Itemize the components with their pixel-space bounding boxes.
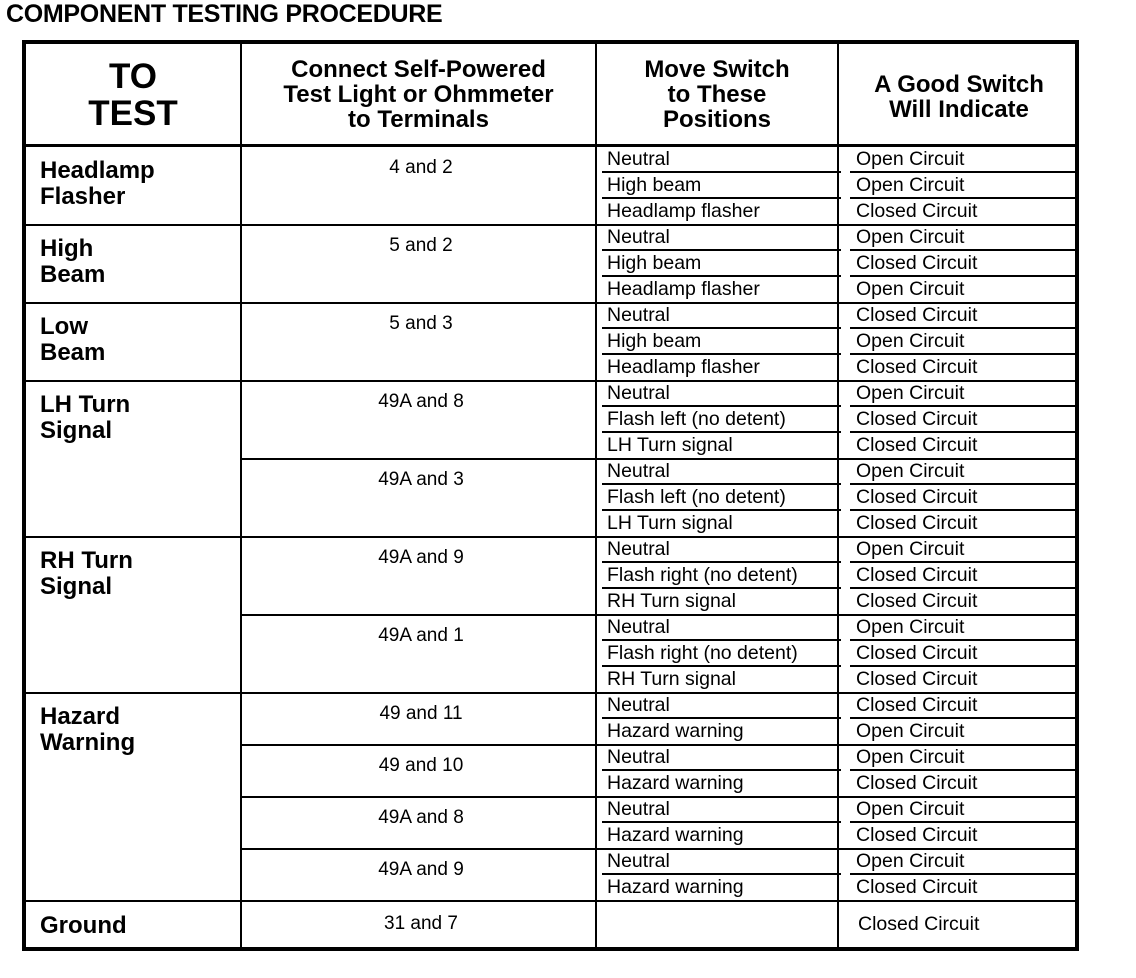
- switch-result: Open Circuit: [856, 148, 965, 170]
- terminal-pair: 5 and 3: [389, 313, 453, 334]
- switch-result: Open Circuit: [856, 850, 965, 872]
- switch-position-row: [600, 849, 1077, 875]
- switch-result: Open Circuit: [856, 330, 965, 352]
- page-title: COMPONENT TESTING PROCEDURE: [6, 0, 443, 28]
- switch-result: Open Circuit: [856, 382, 965, 404]
- switch-position: Neutral: [607, 382, 670, 404]
- switch-position: High beam: [607, 330, 702, 352]
- component-test-table: [22, 40, 1079, 951]
- switch-position: Flash right (no detent): [607, 642, 798, 664]
- switch-result: Open Circuit: [856, 798, 965, 820]
- switch-result: Closed Circuit: [856, 642, 978, 664]
- test-group-label-line: Beam: [40, 261, 106, 288]
- switch-result: Closed Circuit: [856, 772, 978, 794]
- test-group-label-line: High: [40, 235, 94, 262]
- switch-position: LH Turn signal: [607, 434, 733, 456]
- header-text-line: TO: [109, 56, 157, 96]
- switch-result: Open Circuit: [856, 460, 965, 482]
- switch-position-row: [600, 147, 1077, 173]
- terminal-pair: 31 and 7: [384, 913, 458, 934]
- switch-position-row: [600, 719, 1077, 745]
- switch-position: RH Turn signal: [607, 668, 736, 690]
- switch-position-row: [600, 303, 1077, 329]
- group-divider: [26, 900, 1079, 902]
- switch-position: LH Turn signal: [607, 512, 733, 534]
- header-text-line: Positions: [662, 106, 771, 133]
- test-group-label-line: Headlamp: [40, 157, 155, 184]
- switch-position-row: [600, 199, 1077, 225]
- switch-position-row: [600, 563, 1077, 589]
- header-text-line: Connect Self-Powered: [291, 56, 546, 83]
- test-group-label-line: LH Turn: [40, 391, 131, 418]
- header-text-line: to These: [667, 81, 767, 108]
- switch-position-row: [600, 693, 1077, 719]
- switch-position: Neutral: [607, 226, 670, 248]
- switch-position-row: [600, 641, 1077, 667]
- switch-position-row: [600, 589, 1077, 615]
- test-group-label: [40, 158, 155, 210]
- header-text-line: A Good Switch: [874, 70, 1044, 98]
- switch-result: Closed Circuit: [856, 434, 978, 456]
- switch-position: Neutral: [607, 694, 670, 716]
- switch-position-row: [600, 225, 1077, 251]
- terminal-pair: 4 and 2: [389, 157, 453, 178]
- switch-position-row: [600, 329, 1077, 355]
- test-group-label: [40, 548, 133, 600]
- test-group-label-line: Low: [40, 313, 88, 340]
- switch-position: Neutral: [607, 746, 670, 768]
- switch-position-row: [600, 459, 1077, 485]
- switch-result: Closed Circuit: [856, 694, 978, 716]
- switch-position: Hazard warning: [607, 720, 744, 742]
- switch-position-row: [600, 823, 1077, 849]
- switch-position-row: [600, 511, 1077, 537]
- switch-result: Closed Circuit: [856, 824, 978, 846]
- switch-position-row: [600, 381, 1077, 407]
- terminal-pair: 5 and 2: [389, 235, 453, 256]
- terminal-pair: 49A and 9: [378, 859, 464, 880]
- column-divider: [240, 44, 242, 947]
- test-group-label: [40, 314, 105, 366]
- switch-result: Closed Circuit: [856, 486, 978, 508]
- switch-result: Closed Circuit: [858, 913, 980, 935]
- switch-position: Neutral: [607, 798, 670, 820]
- switch-result: Open Circuit: [856, 720, 965, 742]
- table-body: [26, 44, 1075, 947]
- switch-position: Hazard warning: [607, 876, 744, 898]
- switch-position-row: [600, 277, 1077, 303]
- header-move-switch: [597, 44, 837, 145]
- test-group-label: [40, 236, 105, 288]
- header-text-line: TEST: [88, 93, 178, 133]
- switch-position: Flash right (no detent): [607, 564, 798, 586]
- switch-result: Closed Circuit: [856, 252, 978, 274]
- test-group-label-line: Ground: [40, 912, 127, 939]
- switch-position: Hazard warning: [607, 772, 744, 794]
- switch-position-row: [600, 485, 1077, 511]
- switch-result: Closed Circuit: [856, 304, 978, 326]
- switch-result: Open Circuit: [856, 174, 965, 196]
- header-good-switch: [839, 44, 1079, 145]
- switch-result: Closed Circuit: [856, 408, 978, 430]
- header-text-line: to Terminals: [348, 106, 489, 133]
- switch-position: Headlamp flasher: [607, 278, 760, 300]
- test-group-label-line: Hazard: [40, 703, 121, 730]
- test-group-label: [40, 392, 130, 444]
- switch-position-row: [600, 667, 1077, 693]
- switch-result: Closed Circuit: [856, 356, 978, 378]
- switch-position-row: [600, 173, 1077, 199]
- switch-result: Open Circuit: [856, 746, 965, 768]
- header-text-line: Will Indicate: [889, 95, 1029, 123]
- switch-position: RH Turn signal: [607, 590, 736, 612]
- switch-position-row: [600, 615, 1077, 641]
- switch-position-row: [600, 875, 1077, 901]
- test-group-label-line: RH Turn: [40, 547, 133, 574]
- test-group-label: [40, 913, 127, 939]
- switch-position: Neutral: [607, 616, 670, 638]
- test-group-label-line: Warning: [40, 729, 136, 756]
- switch-result: Closed Circuit: [856, 668, 978, 690]
- terminal-pair: 49A and 8: [378, 391, 464, 412]
- switch-position: Headlamp flasher: [607, 200, 760, 222]
- test-group-label-line: Flasher: [40, 183, 126, 210]
- header-text-line: Test Light or Ohmmeter: [283, 81, 554, 108]
- switch-result: Closed Circuit: [856, 564, 978, 586]
- switch-position: Neutral: [607, 460, 670, 482]
- switch-position: High beam: [607, 174, 702, 196]
- switch-position: Neutral: [607, 538, 670, 560]
- switch-position-row: [600, 407, 1077, 433]
- test-group-label: [40, 704, 135, 756]
- switch-position-row: [600, 251, 1077, 277]
- terminal-pair: 49A and 8: [378, 807, 464, 828]
- switch-position: Headlamp flasher: [607, 356, 760, 378]
- test-group-label-line: Signal: [40, 573, 113, 600]
- terminal-pair: 49A and 3: [378, 469, 464, 490]
- switch-position-row: [600, 537, 1077, 563]
- switch-result: Closed Circuit: [856, 512, 978, 534]
- terminal-pair: 49 and 11: [379, 703, 463, 724]
- terminal-pair: 49 and 10: [378, 755, 464, 776]
- switch-position: Hazard warning: [607, 824, 744, 846]
- switch-result: Open Circuit: [856, 616, 965, 638]
- switch-position: Flash left (no detent): [607, 486, 786, 508]
- switch-position-row: [600, 745, 1077, 771]
- switch-result: Open Circuit: [856, 538, 965, 560]
- switch-result: Open Circuit: [856, 226, 965, 248]
- test-group-label-line: Signal: [40, 417, 113, 444]
- header-connect-terminals: [242, 44, 595, 145]
- switch-position-row: [600, 433, 1077, 459]
- switch-position: Neutral: [607, 850, 670, 872]
- test-group-label-line: Beam: [40, 339, 106, 366]
- terminal-pair: 49A and 9: [378, 547, 464, 568]
- switch-result: Closed Circuit: [856, 876, 978, 898]
- switch-result: Closed Circuit: [856, 590, 978, 612]
- switch-position: Neutral: [607, 148, 670, 170]
- header-to-test: [26, 44, 240, 145]
- switch-result: Closed Circuit: [856, 200, 978, 222]
- switch-position-row: [600, 355, 1077, 381]
- switch-position: High beam: [607, 252, 702, 274]
- switch-result: Open Circuit: [856, 278, 965, 300]
- switch-position-row: [600, 797, 1077, 823]
- switch-position-row: [600, 771, 1077, 797]
- switch-position: Flash left (no detent): [607, 408, 786, 430]
- switch-position: Neutral: [607, 304, 670, 326]
- terminal-pair: 49A and 1: [378, 625, 464, 646]
- header-text-line: Move Switch: [644, 56, 790, 83]
